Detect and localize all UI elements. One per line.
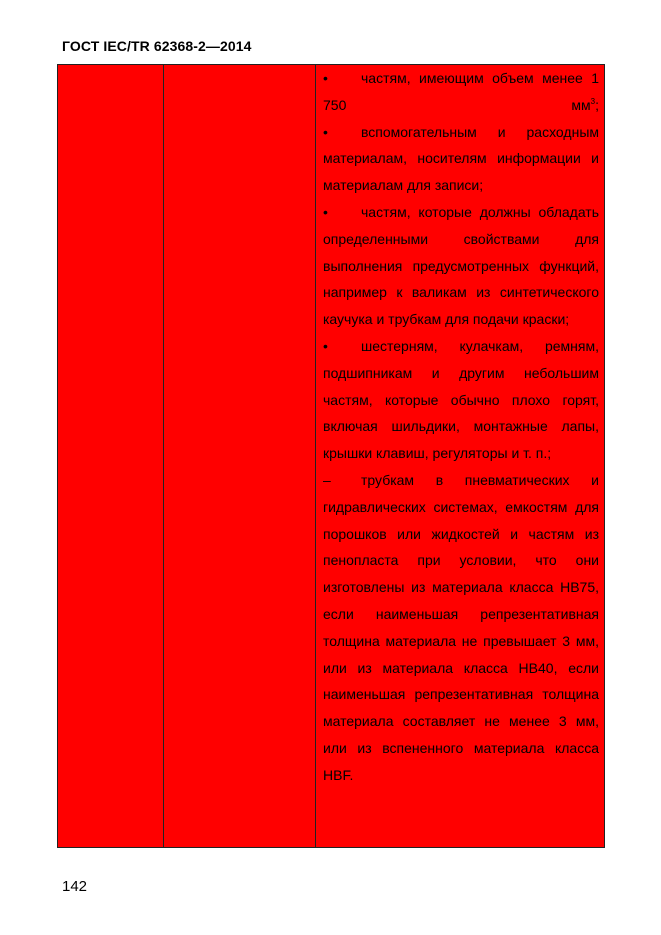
column-divider-1	[163, 65, 164, 847]
list-item-text: частям, которые должны обладать определенными свойствами для выполнения предусмотренных функций, например к валикам из синтетического каучука и трубкам для подачи краски;	[323, 203, 599, 328]
list-item	[323, 119, 599, 199]
bullet-marker: •	[323, 123, 328, 140]
list-item-text: частям, имеющим объем менее 1 750 мм	[323, 70, 599, 113]
list-item-text: трубкам в пневматических и гидравлических системах, емкостям для порошков или жидкостей и частям из пенопласта при условии, что они изготовлены из материала класса HB75, если наименьшая репрезентативная толщина материала не превышает 3 мм, или из материала класса HB40, если наименьшая репрезентативная толщина материала составляет не менее 3 мм, или из вспененного материала класса HBF.	[323, 471, 599, 783]
list-item	[323, 467, 599, 789]
list-item-text: шестерням, кулачкам, ремням, подшипникам и другим небольшим частям, которые обычно плохо горят, включая шильдики, монтажные лапы, крышки клавиш, регуляторы и т. п.;	[323, 337, 599, 462]
requirements-table	[57, 64, 605, 848]
exemption-list-cell	[323, 65, 599, 789]
superscript: 3	[590, 96, 596, 106]
bullet-marker: •	[323, 70, 328, 86]
bullet-marker: •	[323, 337, 328, 354]
bullet-marker: •	[323, 203, 328, 220]
bullet-marker: –	[323, 471, 331, 488]
page-number: 142	[62, 878, 88, 895]
list-item	[323, 333, 599, 467]
list-item	[323, 65, 599, 119]
column-divider-2	[315, 65, 316, 847]
list-item-text: вспомогательным и расходным материалам, носителям информации и материалам для записи;	[323, 123, 599, 194]
document-header: ГОСТ IEC/TR 62368-2—2014	[62, 38, 252, 54]
list-item-tail: ;	[595, 96, 599, 113]
list-item	[323, 199, 599, 333]
